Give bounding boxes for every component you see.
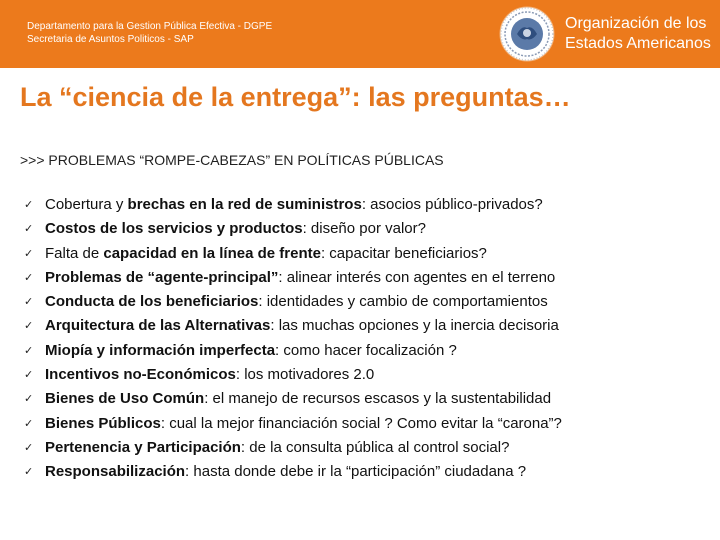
item-rest: : asocios público-privados? <box>361 196 543 213</box>
slide-title: La “ciencia de la entrega”: las preguntas… <box>20 82 571 112</box>
checkmark-icon: ✓ <box>24 466 34 479</box>
item-bold: Bienes Públicos <box>45 414 161 432</box>
item-text <box>45 389 551 409</box>
list-item <box>24 316 562 340</box>
org-name-line-1: Organización de los <box>565 15 707 32</box>
checkmark-icon: ✓ <box>24 369 34 382</box>
checkmark-icon: ✓ <box>24 223 34 236</box>
slide-subtitle: >>> PROBLEMAS “ROMPE-CABEZAS” EN POLÍTICAS PÚBLICAS <box>20 152 444 168</box>
item-rest: : identidades y cambio de comportamientos <box>258 293 548 311</box>
item-rest: : capacitar beneficiarios? <box>320 244 487 262</box>
item-rest: : como hacer focalización ? <box>275 341 457 359</box>
checkmark-icon: ✓ <box>24 393 34 406</box>
item-text <box>45 341 457 361</box>
checkmark-icon: ✓ <box>24 441 34 454</box>
item-text <box>45 292 548 312</box>
department-info <box>27 20 272 46</box>
item-bold: Costos de los servicios y productos <box>45 220 303 238</box>
item-prefix: Cobertura y <box>45 196 128 213</box>
item-rest: : de la consulta pública al control social? <box>240 438 510 456</box>
department-line-2: Secretaria de Asuntos Politicos - SAP <box>27 34 194 45</box>
organization-name <box>565 14 711 54</box>
list-item <box>24 389 562 413</box>
checkmark-icon: ✓ <box>24 199 34 211</box>
header-bar <box>0 0 720 68</box>
item-bold: Bienes de Uso Común <box>45 390 205 408</box>
item-text <box>45 316 559 336</box>
list-item <box>24 365 562 389</box>
checkmark-icon: ✓ <box>24 296 34 309</box>
list-item <box>24 438 562 462</box>
list-item <box>24 244 562 268</box>
checkmark-icon: ✓ <box>24 344 34 357</box>
item-rest: : las muchas opciones y la inercia decisoria <box>270 317 559 335</box>
item-text <box>45 195 543 215</box>
checkmark-icon: ✓ <box>24 417 34 430</box>
item-bold: capacidad en la línea de frente <box>103 244 321 262</box>
item-text <box>45 219 426 239</box>
item-text <box>45 462 526 482</box>
item-rest: : hasta donde debe ir la “participación” ciudadana ? <box>185 463 527 481</box>
list-item <box>24 219 562 243</box>
list-item <box>24 292 562 316</box>
department-line-1: Departamento para la Gestion Pública Efectiva - DGPE <box>27 21 273 32</box>
item-rest: : los motivadores 2.0 <box>235 366 375 384</box>
item-text <box>45 268 555 288</box>
item-bold: Miopía y información imperfecta <box>45 341 276 359</box>
item-bold: Incentivos no-Económicos <box>45 366 236 384</box>
org-name-line-2: Estados Americanos <box>565 35 711 52</box>
list-item <box>24 195 562 219</box>
item-bold: Problemas de “agente-principal” <box>45 268 279 286</box>
item-text <box>45 244 487 264</box>
list-item <box>24 462 562 486</box>
item-rest: : diseño por valor? <box>302 220 426 238</box>
list-item <box>24 414 562 438</box>
item-text <box>45 438 509 458</box>
checkmark-icon: ✓ <box>24 271 34 284</box>
item-rest: : el manejo de recursos escasos y la sustentabilidad <box>204 390 552 408</box>
list-item <box>24 268 562 292</box>
item-bold: Conducta de los beneficiarios <box>45 293 259 311</box>
oas-seal-icon <box>498 5 556 63</box>
item-prefix: Falta de <box>45 244 104 262</box>
checkmark-icon: ✓ <box>24 247 34 260</box>
item-bold: Responsabilización <box>45 463 186 481</box>
item-text <box>45 365 374 385</box>
item-rest: : alinear interés con agentes en el terreno <box>278 268 556 286</box>
item-bold: Pertenencia y Participación <box>45 438 241 456</box>
list-item <box>24 341 562 365</box>
question-list <box>24 195 562 487</box>
item-bold: Arquitectura de las Alternativas <box>45 317 271 335</box>
checkmark-icon: ✓ <box>24 320 34 333</box>
item-rest: : cual la mejor financiación social ? Como evitar la “carona”? <box>160 414 562 432</box>
item-bold: brechas en la red de suministros <box>127 196 362 213</box>
item-text <box>45 414 562 434</box>
